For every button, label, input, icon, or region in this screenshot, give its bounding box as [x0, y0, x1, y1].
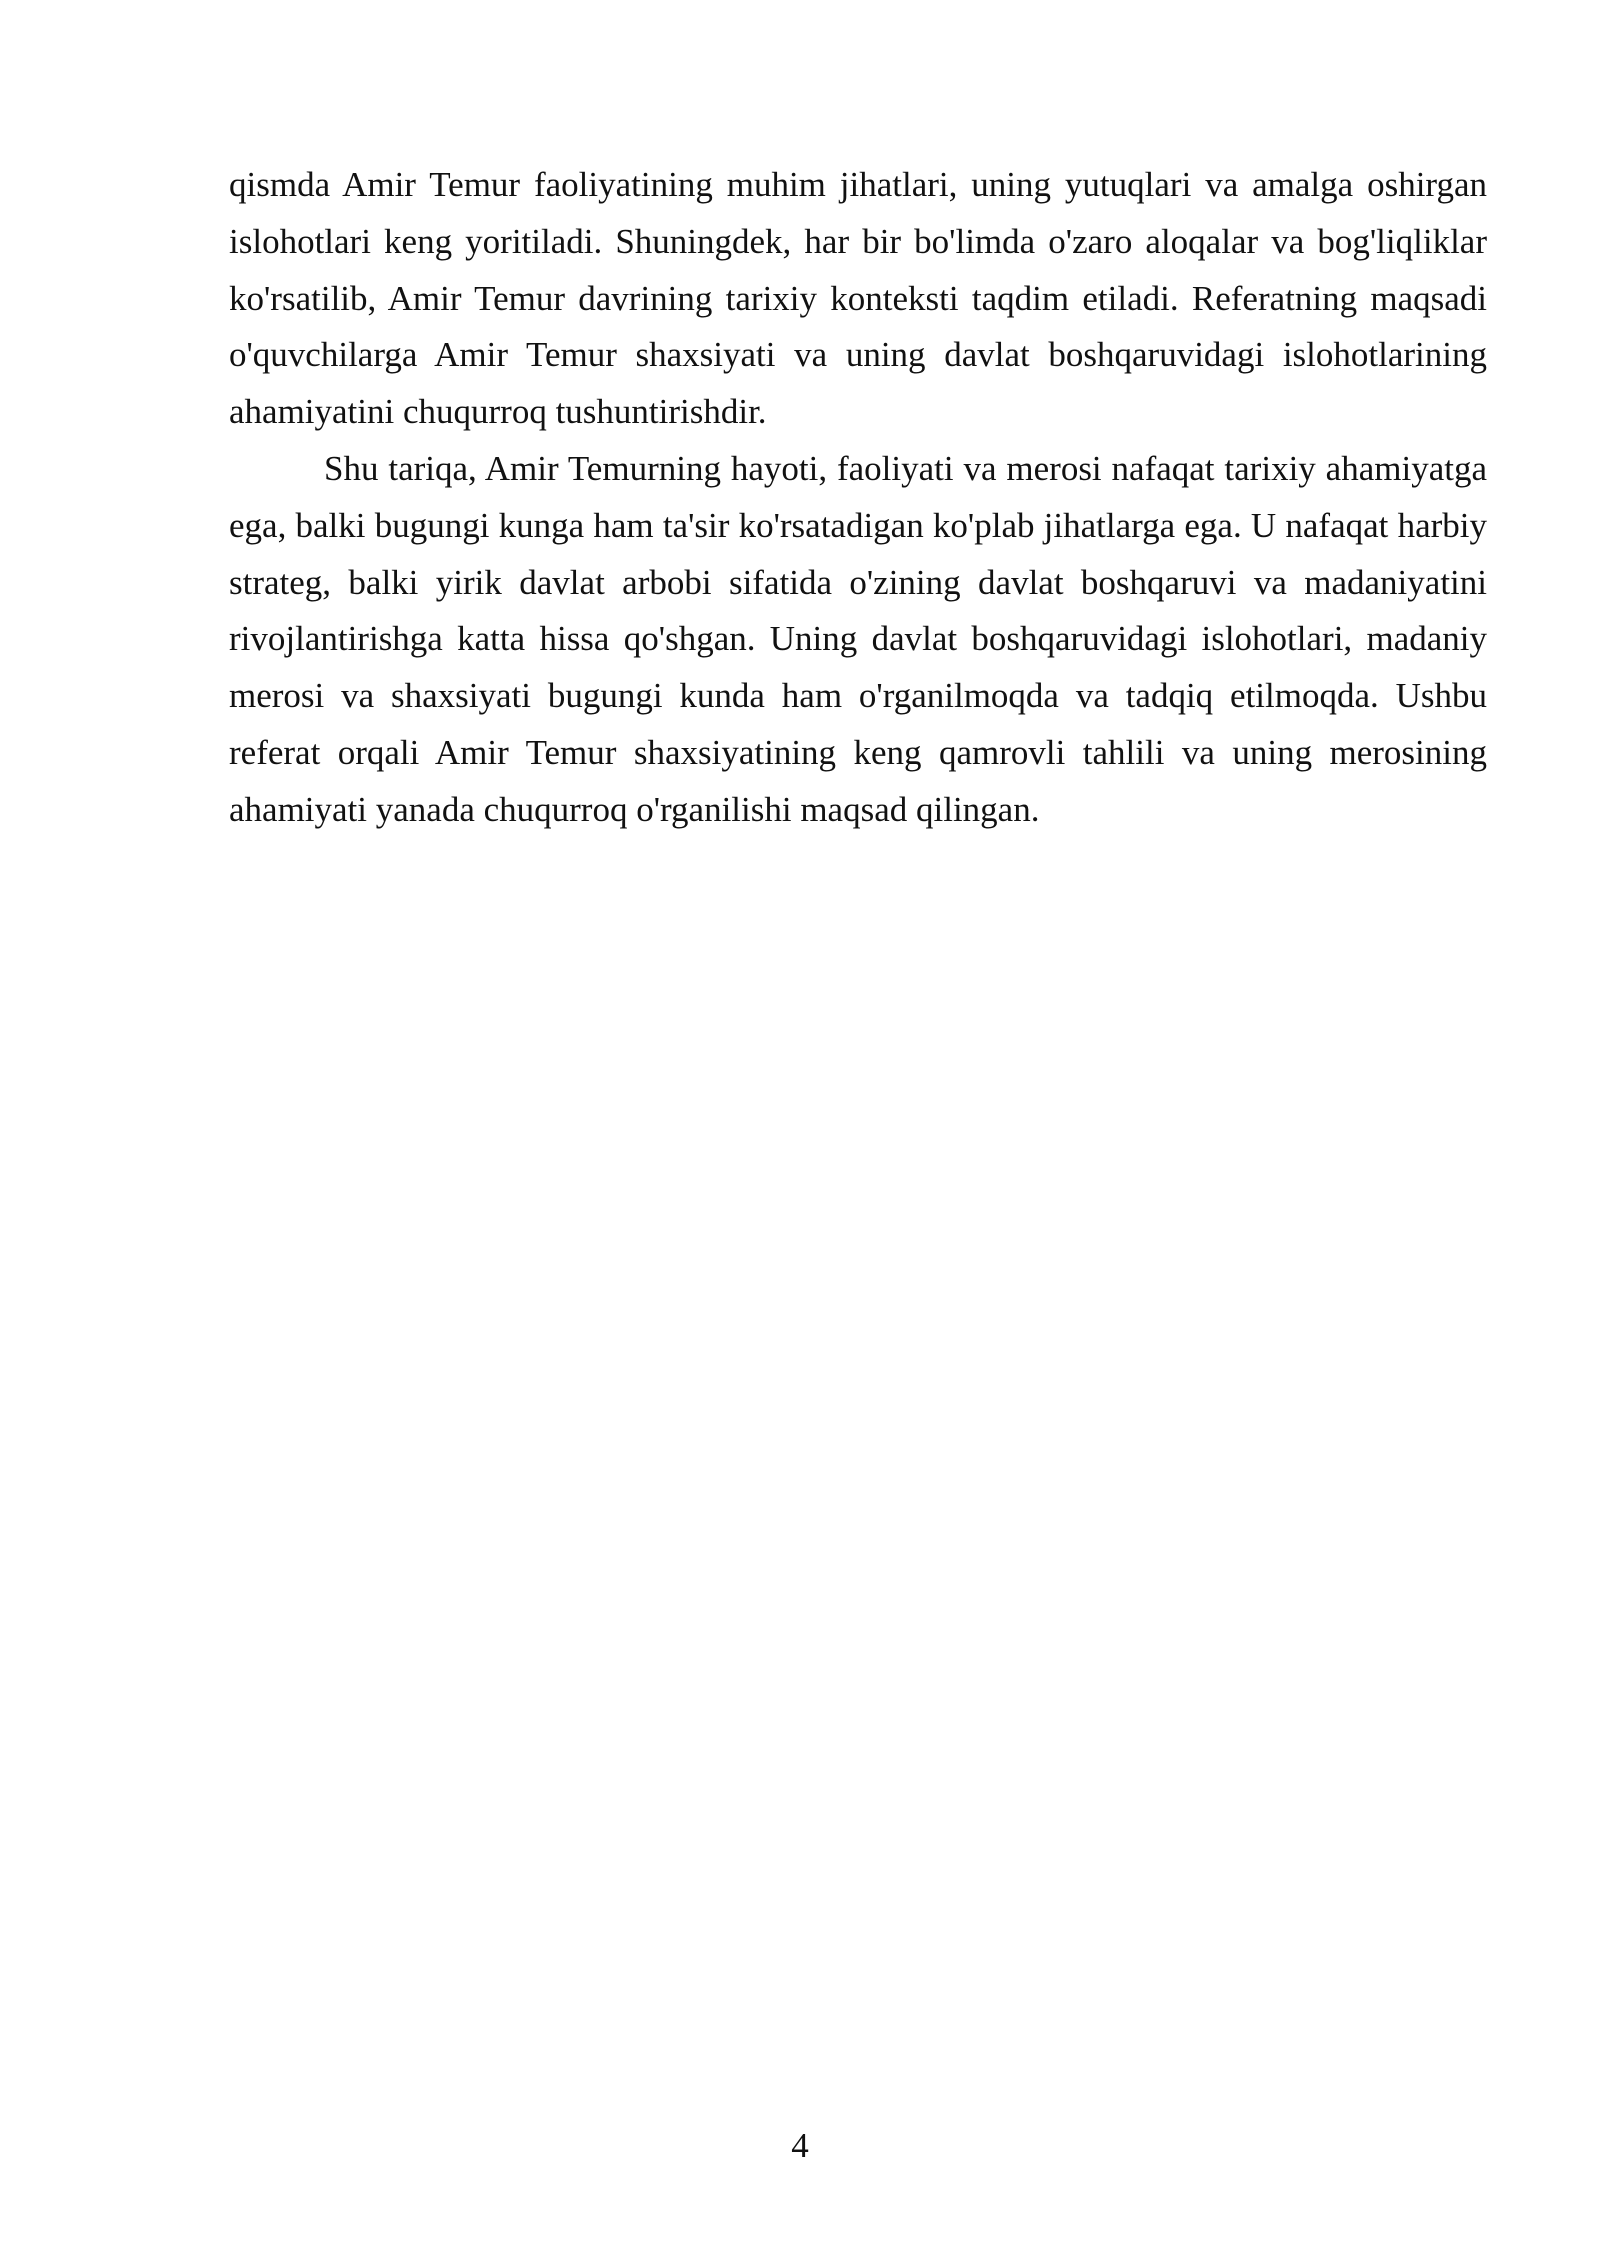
page-number: 4 [791, 2126, 809, 2165]
body-text [229, 157, 1487, 839]
paragraph-continuation: qismda Amir Temur faoliyatining muhim jihatlari, uning yutuqlari va amalga oshirgan islohotlari keng yoritiladi. Shuningdek, har bir bo'limda o'zaro aloqalar va bog'liqliklar ko'rsatilib, Amir Temur davrining tarixiy konteksti taqdim etiladi. Referatning maqsadi o'quvchilarga Amir Temur shaxsiyati va uning davlat boshqaruvidagi islohotlarining ahamiyatini chuqurroq tushuntirishdir. [229, 165, 1487, 432]
paragraph-conclusion: Shu tariqa, Amir Temurning hayoti, faoliyati va merosi nafaqat tarixiy ahamiyatga ega, balki bugungi kunga ham ta'sir ko'rsatadigan ko'plab jihatlarga ega. U nafaqat harbiy strateg, balki yirik davlat arbobi sifatida o'zining davlat boshqaruvi va madaniyatini rivojlantirishga katta hissa qo'shgan. Uning davlat boshqaruvidagi islohotlari, madaniy merosi va shaxsiyati bugungi kunda ham o'rganilmoqda va tadqiq etilmoqda. Ushbu referat orqali Amir Temur shaxsiyatining keng qamrovli tahlili va uning merosining ahamiyati yanada chuqurroq o'rganilishi maqsad qilingan. [229, 448, 1487, 829]
